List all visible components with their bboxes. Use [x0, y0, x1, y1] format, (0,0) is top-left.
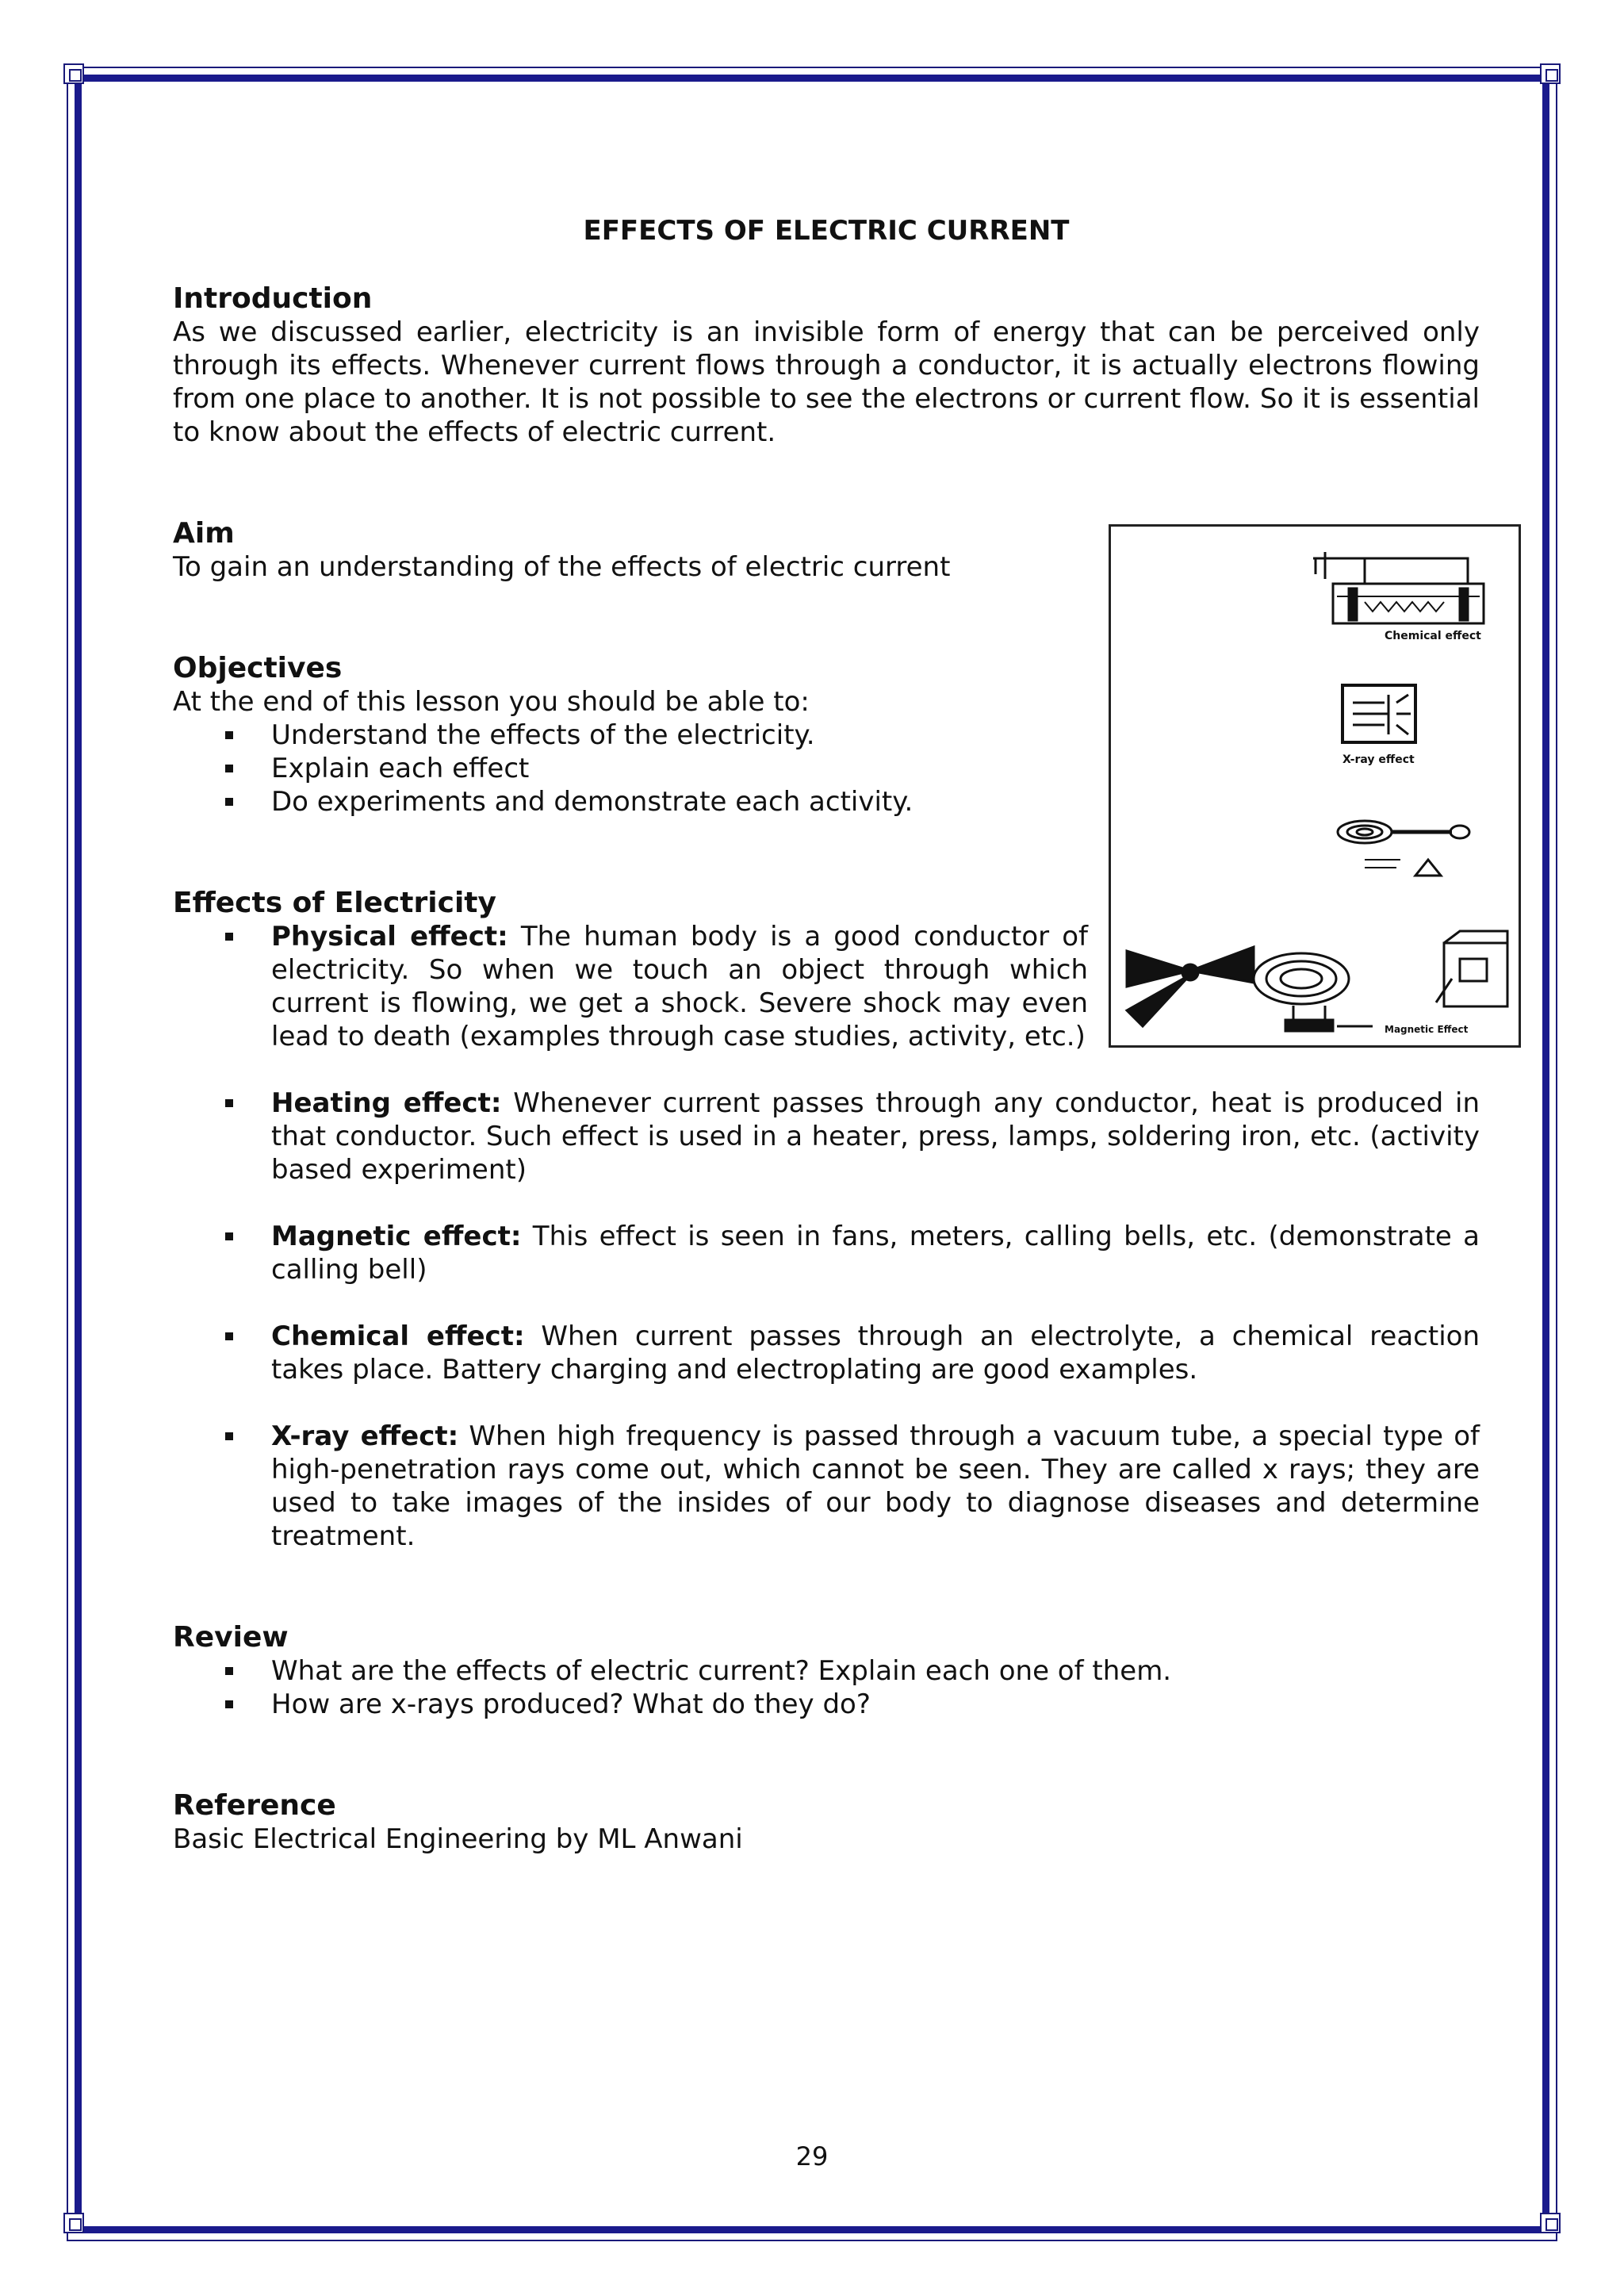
border-corner: [63, 63, 84, 84]
bell-meter-icon: [1436, 931, 1507, 1006]
list-item: [271, 1420, 1480, 1553]
review-heading: Review: [173, 1621, 289, 1654]
fan-icon: [1127, 947, 1254, 1026]
list-item: What are the effects of electric current? Explain each one of them.: [271, 1654, 1480, 1688]
list-item: [271, 920, 1088, 1053]
list-item: [271, 1087, 1480, 1186]
list-item: Explain each effect: [271, 752, 1480, 785]
effect-text: This effect is seen in fans, meters, calling bells, etc. (demonstrate a calling bell): [271, 1221, 1480, 1286]
effect-term: Magnetic effect:: [271, 1221, 522, 1252]
list-item: How are x-rays produced? What do they do?: [271, 1688, 1480, 1721]
reference-heading: Reference: [173, 1789, 336, 1822]
border-corner: [63, 2213, 84, 2233]
effects-heading: Effects of Electricity: [173, 887, 496, 919]
list-item: [271, 1220, 1480, 1286]
effect-text: When current passes through an electrolyte, a chemical reaction takes place. Battery charging and electroplating are good examples.: [271, 1320, 1480, 1386]
effect-term: X-ray effect:: [271, 1420, 459, 1452]
effect-text: The human body is a good conductor of electricity. So when we touch an object through which current is flowing, we get a shock. Severe shock may even lead to death (examples through case studies, activity, etc.): [271, 921, 1088, 1052]
magnet-coil-icon: [1254, 953, 1373, 1031]
effect-term: Physical effect:: [271, 921, 508, 953]
list-item: [271, 1320, 1480, 1386]
aim-text: To gain an understanding of the effects of electric current: [173, 551, 951, 583]
effects-illustration-graphic: [1111, 527, 1519, 1045]
reference-text: Basic Electrical Engineering by ML Anwani: [173, 1823, 743, 1855]
figure-caption-chemical: Chemical effect: [1385, 630, 1481, 642]
introduction-heading: Introduction: [173, 282, 373, 315]
chemical-cell-icon: [1313, 552, 1484, 623]
list-item: Understand the effects of the electricity.: [271, 719, 1480, 752]
aim-heading: Aim: [173, 517, 235, 550]
effect-text: When high frequency is passed through a vacuum tube, a special type of high-penetration rays come out, which cannot be seen. They are called x rays; they are used to take images of the insides of our body to diagnose diseases and determine treatment.: [271, 1420, 1480, 1552]
effects-illustration: [1109, 524, 1521, 1048]
border-corner: [1540, 2213, 1561, 2233]
effect-term: Heating effect:: [271, 1087, 502, 1119]
objectives-intro: At the end of this lesson you should be able to:: [173, 686, 810, 718]
figure-caption-magnetic: Magnetic Effect: [1385, 1024, 1469, 1035]
effect-text: Whenever current passes through any conductor, heat is produced in that conductor. Such effect is used in a heater, press, lamps, soldering iron, etc. (activity based experiment): [271, 1087, 1480, 1186]
objectives-heading: Objectives: [173, 652, 343, 684]
border-corner: [1540, 63, 1561, 84]
review-list: [173, 1654, 1480, 1721]
figure-caption-xray: X-ray effect: [1342, 753, 1415, 766]
heater-coil-icon: [1338, 821, 1469, 876]
page-number: 29: [795, 2141, 829, 2171]
xray-tube-icon: [1342, 685, 1415, 742]
effect-term: Chemical effect:: [271, 1320, 525, 1352]
introduction-text: As we discussed earlier, electricity is an invisible form of energy that can be perceived only through its effects. Whenever current flows through a conductor, it is actually electrons flowing from one place to another. It is not possible to see the electrons or current flow. So it is essential to know about the effects of electric current.: [173, 316, 1480, 448]
document-title: EFFECTS OF ELECTRIC CURRENT: [583, 215, 1070, 247]
list-item: Do experiments and demonstrate each activity.: [271, 785, 1480, 818]
